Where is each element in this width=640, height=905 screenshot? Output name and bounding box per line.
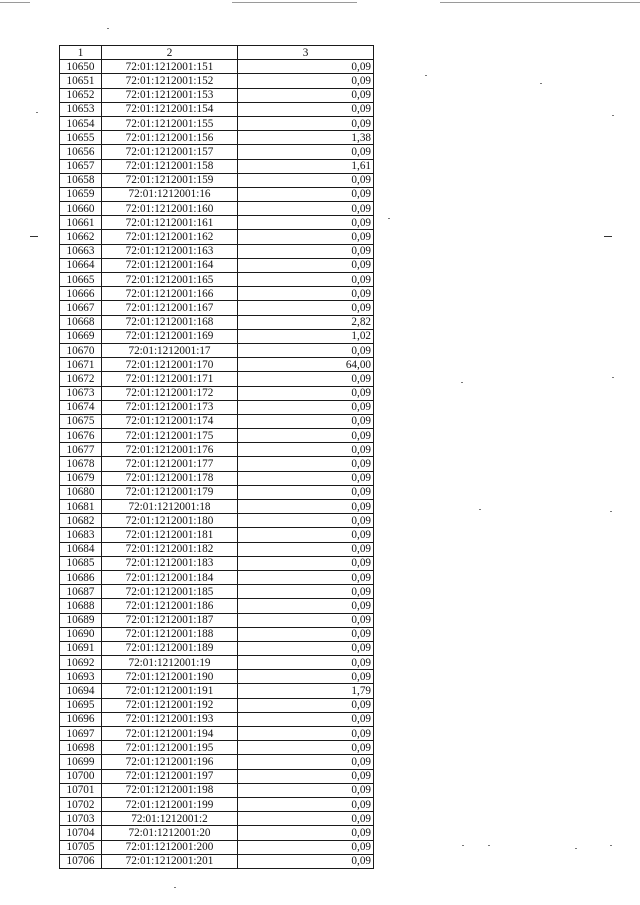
table-row: [60, 514, 374, 528]
area-value-cell: 0,09: [238, 769, 374, 783]
table-row: [60, 116, 374, 130]
table-row: [60, 783, 374, 797]
area-value-cell: 2,82: [238, 315, 374, 329]
table-row: [60, 74, 374, 88]
scan-speck: [107, 28, 109, 29]
cadastral-number-cell: 72:01:1212001:180: [102, 514, 238, 528]
table-row: [60, 386, 374, 400]
area-value-cell: 0,09: [238, 556, 374, 570]
row-number-cell: 10659: [60, 187, 102, 201]
cadastral-number-cell: 72:01:1212001:189: [102, 641, 238, 655]
table-row: [60, 400, 374, 414]
area-value-cell: 0,09: [238, 457, 374, 471]
table-row: [60, 641, 374, 655]
cadastral-number-cell: 72:01:1212001:160: [102, 202, 238, 216]
table-row: [60, 414, 374, 428]
cadastral-number-cell: 72:01:1212001:181: [102, 528, 238, 542]
row-number-cell: 10676: [60, 429, 102, 443]
scan-speck: [388, 218, 390, 219]
table-row: [60, 202, 374, 216]
cadastral-number-cell: 72:01:1212001:193: [102, 712, 238, 726]
table-row: [60, 358, 374, 372]
cadastral-number-cell: 72:01:1212001:173: [102, 400, 238, 414]
table-row: [60, 797, 374, 811]
row-number-cell: 10684: [60, 542, 102, 556]
cadastral-number-cell: 72:01:1212001:157: [102, 145, 238, 159]
scan-speck: [540, 83, 542, 84]
table-row: [60, 258, 374, 272]
cadastral-number-cell: 72:01:1212001:167: [102, 301, 238, 315]
row-number-cell: 10672: [60, 372, 102, 386]
area-value-cell: 0,09: [238, 485, 374, 499]
row-number-cell: 10666: [60, 287, 102, 301]
cadastral-number-cell: 72:01:1212001:195: [102, 741, 238, 755]
row-number-cell: 10704: [60, 826, 102, 840]
table-row: [60, 570, 374, 584]
cadastral-number-cell: 72:01:1212001:158: [102, 159, 238, 173]
scan-speck: [479, 509, 481, 510]
table-row: [60, 244, 374, 258]
area-value-cell: 0,09: [238, 570, 374, 584]
area-value-cell: 1,61: [238, 159, 374, 173]
table-row: [60, 230, 374, 244]
row-number-cell: 10699: [60, 755, 102, 769]
row-number-cell: 10668: [60, 315, 102, 329]
area-value-cell: 0,09: [238, 727, 374, 741]
column-header-number: 1: [60, 46, 102, 60]
table-row: [60, 287, 374, 301]
margin-mark-right: [604, 236, 612, 237]
table-row: [60, 315, 374, 329]
area-value-cell: 0,09: [238, 656, 374, 670]
row-number-cell: 10665: [60, 273, 102, 287]
row-number-cell: 10693: [60, 670, 102, 684]
row-number-cell: 10669: [60, 329, 102, 343]
row-number-cell: 10685: [60, 556, 102, 570]
area-value-cell: 0,09: [238, 670, 374, 684]
scan-edge-line-right: [440, 2, 640, 3]
area-value-cell: 0,09: [238, 145, 374, 159]
row-number-cell: 10671: [60, 358, 102, 372]
table-row: [60, 443, 374, 457]
row-number-cell: 10651: [60, 74, 102, 88]
row-number-cell: 10696: [60, 712, 102, 726]
area-value-cell: 0,09: [238, 854, 374, 868]
row-number-cell: 10667: [60, 301, 102, 315]
table-row: [60, 457, 374, 471]
area-value-cell: 0,09: [238, 712, 374, 726]
cadastral-number-cell: 72:01:1212001:185: [102, 585, 238, 599]
table-row: [60, 684, 374, 698]
scan-speck: [36, 112, 38, 113]
scan-speck: [610, 845, 612, 846]
row-number-cell: 10675: [60, 414, 102, 428]
area-value-cell: 0,09: [238, 102, 374, 116]
scan-speck: [488, 845, 490, 846]
scan-speck: [612, 115, 614, 116]
area-value-cell: 0,09: [238, 797, 374, 811]
scan-edge-line-left: [0, 2, 30, 3]
row-number-cell: 10673: [60, 386, 102, 400]
row-number-cell: 10678: [60, 457, 102, 471]
area-value-cell: 0,09: [238, 230, 374, 244]
margin-mark-left: [30, 236, 38, 237]
row-number-cell: 10658: [60, 173, 102, 187]
row-number-cell: 10687: [60, 585, 102, 599]
scan-speck: [575, 848, 577, 849]
table-row: [60, 556, 374, 570]
area-value-cell: 0,09: [238, 202, 374, 216]
cadastral-number-cell: 72:01:1212001:153: [102, 88, 238, 102]
cadastral-number-cell: 72:01:1212001:172: [102, 386, 238, 400]
cadastral-number-cell: 72:01:1212001:179: [102, 485, 238, 499]
area-value-cell: 0,09: [238, 812, 374, 826]
row-number-cell: 10698: [60, 741, 102, 755]
table-row: [60, 60, 374, 74]
cadastral-number-cell: 72:01:1212001:194: [102, 727, 238, 741]
cadastral-number-cell: 72:01:1212001:159: [102, 173, 238, 187]
table-row: [60, 627, 374, 641]
table-row: [60, 343, 374, 357]
area-value-cell: 0,09: [238, 372, 374, 386]
row-number-cell: 10700: [60, 769, 102, 783]
table-row: [60, 528, 374, 542]
table-row: [60, 216, 374, 230]
row-number-cell: 10689: [60, 613, 102, 627]
area-value-cell: 0,09: [238, 627, 374, 641]
cadastral-number-cell: 72:01:1212001:177: [102, 457, 238, 471]
area-value-cell: 0,09: [238, 443, 374, 457]
row-number-cell: 10686: [60, 570, 102, 584]
row-number-cell: 10680: [60, 485, 102, 499]
row-number-cell: 10660: [60, 202, 102, 216]
area-value-cell: 0,09: [238, 60, 374, 74]
cadastral-number-cell: 72:01:1212001:170: [102, 358, 238, 372]
row-number-cell: 10654: [60, 116, 102, 130]
area-value-cell: 0,09: [238, 500, 374, 514]
area-value-cell: 0,09: [238, 542, 374, 556]
area-value-cell: 0,09: [238, 88, 374, 102]
row-number-cell: 10679: [60, 471, 102, 485]
table-row: [60, 145, 374, 159]
cadastral-number-cell: 72:01:1212001:186: [102, 599, 238, 613]
cadastral-number-cell: 72:01:1212001:198: [102, 783, 238, 797]
row-number-cell: 10701: [60, 783, 102, 797]
table-row: [60, 102, 374, 116]
area-value-cell: 0,09: [238, 514, 374, 528]
table-row: [60, 698, 374, 712]
area-value-cell: 0,09: [238, 471, 374, 485]
cadastral-number-cell: 72:01:1212001:154: [102, 102, 238, 116]
table-row: [60, 88, 374, 102]
cadastral-number-cell: 72:01:1212001:196: [102, 755, 238, 769]
cadastral-number-cell: 72:01:1212001:156: [102, 131, 238, 145]
area-value-cell: 0,09: [238, 528, 374, 542]
area-value-cell: 1,79: [238, 684, 374, 698]
cadastral-number-cell: 72:01:1212001:182: [102, 542, 238, 556]
cadastral-number-cell: 72:01:1212001:162: [102, 230, 238, 244]
table-row: [60, 741, 374, 755]
row-number-cell: 10681: [60, 500, 102, 514]
table-row: [60, 854, 374, 868]
cadastral-number-cell: 72:01:1212001:152: [102, 74, 238, 88]
area-value-cell: 0,09: [238, 187, 374, 201]
area-value-cell: 0,09: [238, 287, 374, 301]
row-number-cell: 10688: [60, 599, 102, 613]
area-value-cell: 0,09: [238, 258, 374, 272]
cadastral-number-cell: 72:01:1212001:192: [102, 698, 238, 712]
cadastral-number-cell: 72:01:1212001:19: [102, 656, 238, 670]
cadastral-number-cell: 72:01:1212001:184: [102, 570, 238, 584]
scan-speck: [462, 845, 464, 846]
row-number-cell: 10650: [60, 60, 102, 74]
table-row: [60, 840, 374, 854]
cadastral-number-cell: 72:01:1212001:188: [102, 627, 238, 641]
table-row: [60, 301, 374, 315]
cadastral-number-cell: 72:01:1212001:178: [102, 471, 238, 485]
area-value-cell: 0,09: [238, 826, 374, 840]
cadastral-number-cell: 72:01:1212001:174: [102, 414, 238, 428]
area-value-cell: 0,09: [238, 613, 374, 627]
row-number-cell: 10657: [60, 159, 102, 173]
table-row: [60, 599, 374, 613]
table-row: [60, 159, 374, 173]
cadastral-number-cell: 72:01:1212001:18: [102, 500, 238, 514]
cadastral-number-cell: 72:01:1212001:2: [102, 812, 238, 826]
table-row: [60, 656, 374, 670]
cadastral-number-cell: 72:01:1212001:197: [102, 769, 238, 783]
row-number-cell: 10702: [60, 797, 102, 811]
cadastral-number-cell: 72:01:1212001:175: [102, 429, 238, 443]
scan-edge-line-middle: [232, 2, 357, 3]
table-row: [60, 471, 374, 485]
row-number-cell: 10653: [60, 102, 102, 116]
cadastral-number-cell: 72:01:1212001:155: [102, 116, 238, 130]
cadastral-number-cell: 72:01:1212001:191: [102, 684, 238, 698]
row-number-cell: 10664: [60, 258, 102, 272]
table-header-row: [60, 46, 374, 60]
cadastral-number-cell: 72:01:1212001:183: [102, 556, 238, 570]
row-number-cell: 10682: [60, 514, 102, 528]
cadastral-number-cell: 72:01:1212001:151: [102, 60, 238, 74]
row-number-cell: 10695: [60, 698, 102, 712]
cadastral-number-cell: 72:01:1212001:161: [102, 216, 238, 230]
row-number-cell: 10694: [60, 684, 102, 698]
area-value-cell: 0,09: [238, 783, 374, 797]
row-number-cell: 10670: [60, 343, 102, 357]
row-number-cell: 10683: [60, 528, 102, 542]
table-row: [60, 812, 374, 826]
table-row: [60, 329, 374, 343]
area-value-cell: 0,09: [238, 74, 374, 88]
area-value-cell: 0,09: [238, 343, 374, 357]
table-row: [60, 613, 374, 627]
area-value-cell: 0,09: [238, 244, 374, 258]
area-value-cell: 0,09: [238, 840, 374, 854]
area-value-cell: 0,09: [238, 599, 374, 613]
cadastral-number-cell: 72:01:1212001:16: [102, 187, 238, 201]
table-row: [60, 187, 374, 201]
cadastral-number-cell: 72:01:1212001:199: [102, 797, 238, 811]
cadastral-number-cell: 72:01:1212001:165: [102, 273, 238, 287]
table-row: [60, 727, 374, 741]
table-row: [60, 769, 374, 783]
scan-speck: [610, 511, 612, 512]
row-number-cell: 10655: [60, 131, 102, 145]
scan-speck: [174, 887, 176, 888]
row-number-cell: 10703: [60, 812, 102, 826]
area-value-cell: 1,38: [238, 131, 374, 145]
cadastral-number-cell: 72:01:1212001:201: [102, 854, 238, 868]
row-number-cell: 10656: [60, 145, 102, 159]
table-row: [60, 826, 374, 840]
area-value-cell: 0,09: [238, 641, 374, 655]
area-value-cell: 0,09: [238, 755, 374, 769]
cadastral-number-cell: 72:01:1212001:17: [102, 343, 238, 357]
area-value-cell: 0,09: [238, 698, 374, 712]
area-value-cell: 0,09: [238, 741, 374, 755]
table-row: [60, 500, 374, 514]
cadastral-number-cell: 72:01:1212001:166: [102, 287, 238, 301]
column-header-cadastral: 2: [102, 46, 238, 60]
table-row: [60, 273, 374, 287]
row-number-cell: 10690: [60, 627, 102, 641]
table-row: [60, 429, 374, 443]
cadastral-number-cell: 72:01:1212001:190: [102, 670, 238, 684]
row-number-cell: 10663: [60, 244, 102, 258]
cadastral-number-cell: 72:01:1212001:171: [102, 372, 238, 386]
table-row: [60, 372, 374, 386]
table-row: [60, 755, 374, 769]
table-row: [60, 485, 374, 499]
cadastral-number-cell: 72:01:1212001:200: [102, 840, 238, 854]
table-row: [60, 585, 374, 599]
area-value-cell: 0,09: [238, 414, 374, 428]
cadastral-number-cell: 72:01:1212001:169: [102, 329, 238, 343]
area-value-cell: 0,09: [238, 273, 374, 287]
area-value-cell: 0,09: [238, 301, 374, 315]
scan-speck: [612, 377, 614, 378]
table-row: [60, 131, 374, 145]
cadastral-number-cell: 72:01:1212001:187: [102, 613, 238, 627]
area-value-cell: 0,09: [238, 429, 374, 443]
row-number-cell: 10697: [60, 727, 102, 741]
row-number-cell: 10691: [60, 641, 102, 655]
row-number-cell: 10677: [60, 443, 102, 457]
scan-speck: [425, 75, 427, 76]
area-value-cell: 0,09: [238, 400, 374, 414]
cadastral-number-cell: 72:01:1212001:168: [102, 315, 238, 329]
scan-speck: [461, 382, 463, 383]
land-plot-registry-table: [59, 45, 374, 869]
area-value-cell: 0,09: [238, 386, 374, 400]
table-row: [60, 670, 374, 684]
cadastral-number-cell: 72:01:1212001:176: [102, 443, 238, 457]
cadastral-number-cell: 72:01:1212001:164: [102, 258, 238, 272]
row-number-cell: 10706: [60, 854, 102, 868]
row-number-cell: 10661: [60, 216, 102, 230]
row-number-cell: 10705: [60, 840, 102, 854]
area-value-cell: 0,09: [238, 216, 374, 230]
row-number-cell: 10662: [60, 230, 102, 244]
row-number-cell: 10692: [60, 656, 102, 670]
row-number-cell: 10652: [60, 88, 102, 102]
table-row: [60, 173, 374, 187]
area-value-cell: 0,09: [238, 173, 374, 187]
cadastral-number-cell: 72:01:1212001:163: [102, 244, 238, 258]
area-value-cell: 1,02: [238, 329, 374, 343]
table-row: [60, 712, 374, 726]
cadastral-number-cell: 72:01:1212001:20: [102, 826, 238, 840]
area-value-cell: 0,09: [238, 585, 374, 599]
column-header-area: 3: [238, 46, 374, 60]
row-number-cell: 10674: [60, 400, 102, 414]
table-row: [60, 542, 374, 556]
area-value-cell: 0,09: [238, 116, 374, 130]
area-value-cell: 64,00: [238, 358, 374, 372]
